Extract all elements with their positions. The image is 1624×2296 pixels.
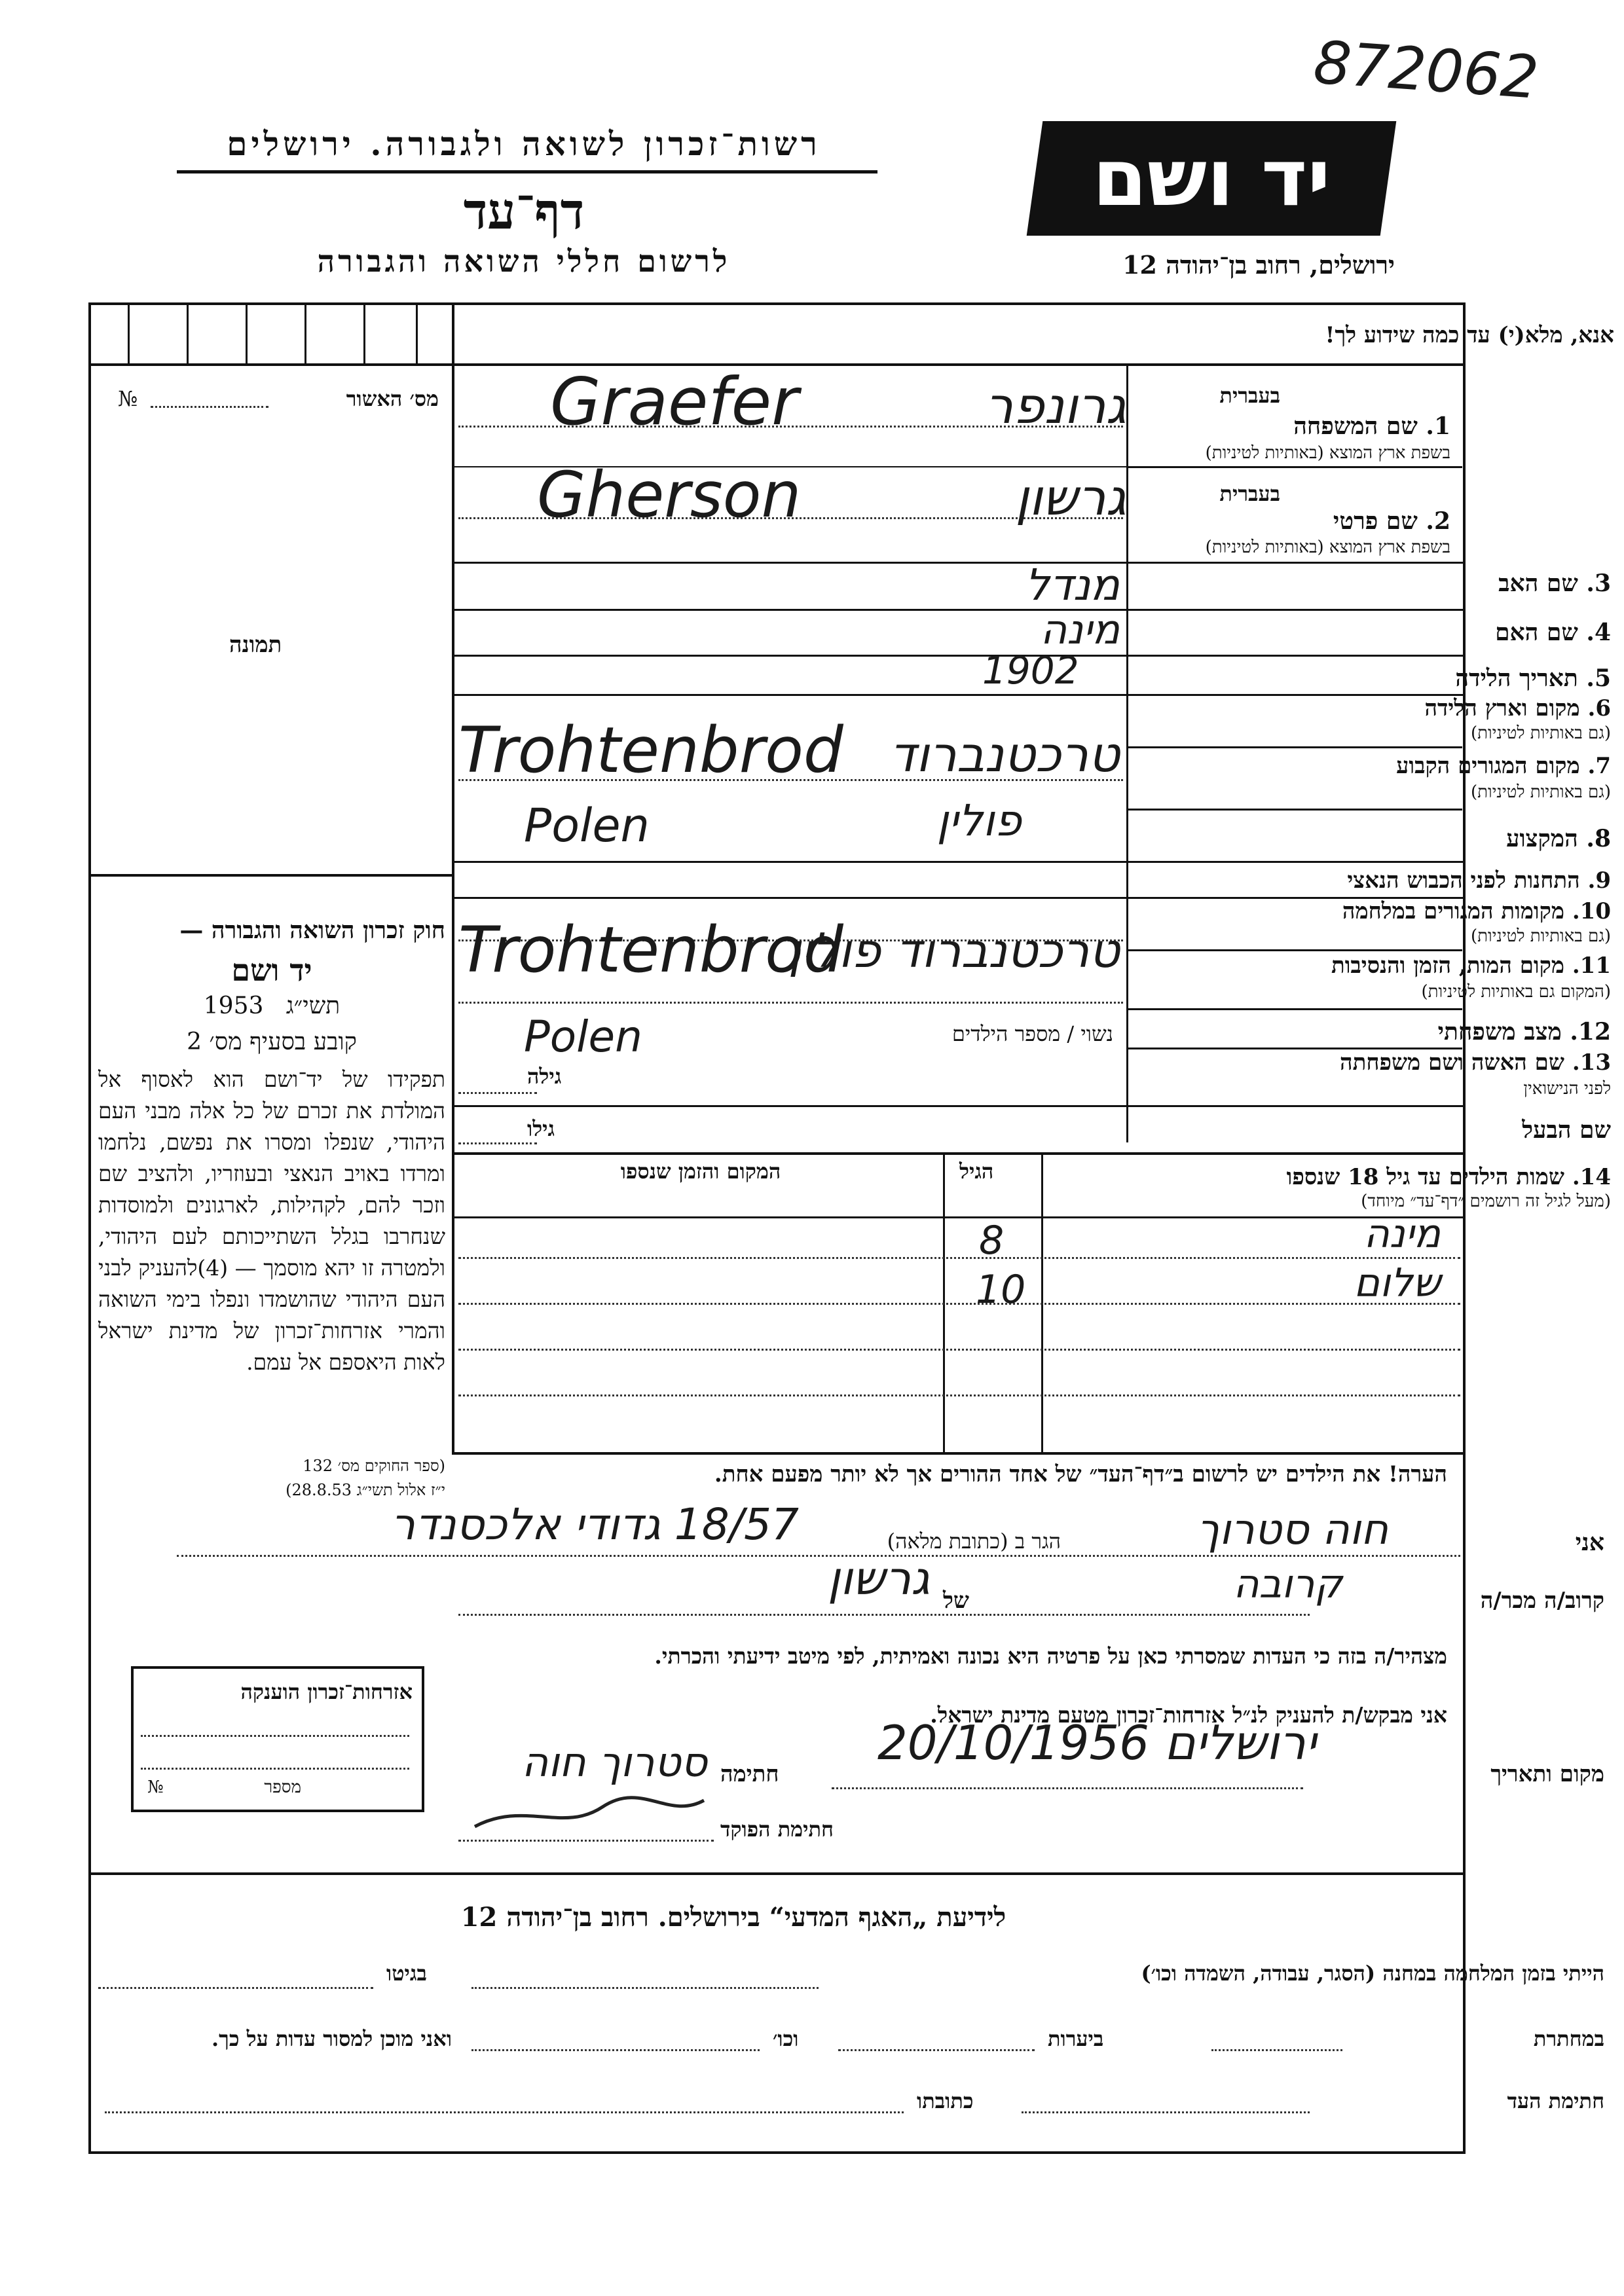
surname-latin-value: Graefer [550,363,799,440]
form-title: דף־עד [463,182,585,240]
citizenship-no-label: מספר [264,1777,301,1797]
citizenship-line-1[interactable] [141,1735,409,1737]
bottom-line2-field-c[interactable] [471,2049,760,2051]
address-value: 18/57 גדודי אלכסנדר [390,1499,799,1550]
approval-label: מס׳ האשור [346,386,439,411]
citizenship-line-2[interactable] [141,1768,409,1770]
official-signature-field[interactable] [458,1840,714,1842]
bottom-title: לידיעת „האגף המדעי“ בירושלים. רחוב בן־יהודה 12 [460,1902,1006,1933]
intro-text: אנא, מלא(י) עד כמה שידוע לך! [1325,322,1614,348]
field-7-label: 7. מקום המגורים הקבוע [1396,753,1611,779]
approval-no-symbol: № [118,386,138,411]
photo-bottom-rule [88,874,452,877]
row-rule-14 [454,1152,1463,1155]
decl-relative-label: קרוב/ה מכר/ה [1480,1588,1604,1614]
field-1-sub: בשפת ארץ המוצא (באותיות לטיניות) [1205,443,1450,463]
field-2-sub: בשפת ארץ המוצא (באותיות לטיניות) [1205,538,1450,557]
father-name-value: מנדל [1025,560,1120,610]
field-6-sub: (גם באותיות לטיניות) [1470,723,1611,743]
row-rule-7 [1128,809,1462,811]
mother-name-value: מינה [1040,606,1120,653]
law-year: 1953 תשי״ג [203,993,341,1019]
bottom-line2-field-a[interactable] [1211,2049,1342,2051]
field-2-lang: בעברית [1219,481,1280,506]
office-boxes [88,302,452,363]
row-rule-4 [454,655,1463,657]
field-10-label: 10. מקומות המגורים במלחמה [1342,898,1611,924]
field-13-sub: לפני הנישואין [1523,1079,1611,1099]
decl-of-label: של [943,1588,969,1614]
bottom-line3-b: כתובתו [917,2088,974,2113]
row-rule-6 [1128,746,1462,748]
children-line-4[interactable] [458,1394,1460,1396]
decl-i-label: אני [1575,1529,1604,1556]
bottom-line2-d: ואני מוכן למסור עדות על כך. [211,2026,452,2051]
wife-age-label: גילה [527,1064,562,1089]
bottom-line1-field-b[interactable] [98,1987,373,1989]
citizenship-title: אזרחות־זכרון הוענקה [240,1679,413,1704]
child-2-age: 10 [976,1267,1026,1313]
authority-line: רשות־זכרון לשואה ולגבורה. ירושלים [227,124,821,163]
children-line-3[interactable] [458,1349,1460,1351]
field-1 [1130,370,1457,468]
law-ref: (ספר החוקים מס׳ 132 [303,1457,445,1475]
firstname-latin-value: Gherson [537,458,802,532]
bottom-line3-field-b[interactable] [105,2111,904,2113]
witness-name-value: חוה סטרוך [1196,1506,1388,1554]
children-line-1[interactable] [458,1257,1460,1259]
child-1-name: מינה [1363,1211,1441,1257]
husband-age-label: גילו [527,1116,555,1141]
birth-date-value: 1902 [982,648,1079,693]
family-status-value: נשוי / מספר הילדים [951,1021,1113,1046]
husband-age-field[interactable] [458,1142,537,1144]
law-section: קובע בסעיף מס׳ 2 [187,1029,357,1055]
place-date-label: מקום ותאריך [1490,1761,1604,1787]
row-rule-11 [1128,1008,1462,1010]
bottom-line1-b: בגיטו [386,1961,427,1986]
row-rule-8 [454,861,1463,863]
archive-number: 872062 [1312,28,1541,113]
photo-label: תמונה [229,632,282,658]
children-col-age: הגיל [959,1159,994,1184]
signature-scribble [471,1794,707,1833]
field-13-label: 13. שם האשה ושם משפחתה [1340,1049,1611,1076]
death-place-latin-value: Trohtenbrod [458,913,843,987]
yad-vashem-logo [1027,121,1397,236]
office-boxes-rule [88,363,452,366]
row-rule-10 [1128,949,1462,951]
field-2: בעברית 2. שם פרטי בשפת ארץ המוצא (באותיות לטיניות) [1205,481,1450,557]
bottom-line2-field-b[interactable] [838,2049,1035,2051]
relation-value: קרובה [1233,1561,1342,1607]
surname-hebrew-value: גרונפר [985,376,1126,435]
relative-field[interactable] [458,1614,1310,1616]
field-5-label: 5. תאריך הלידה [1455,665,1611,692]
field-2-label: שם פרטי [1333,507,1418,535]
field-7-sub: (גם באותיות לטיניות) [1470,782,1611,802]
place-date-field[interactable] [832,1787,1303,1789]
row-rule-5 [454,694,1463,696]
law-title: חוק זכרון השואה והגבורה — [179,917,445,944]
field-8-label: 8. המקצוע [1506,825,1611,852]
bottom-line3-field-a[interactable] [1022,2111,1310,2113]
signature-label: חתימה [720,1761,779,1787]
field-4-label: 4. שם האם [1495,619,1611,646]
residence-hebrew-value: טרכטנברוד [889,727,1120,783]
place-date-value: ירושלים 20/10/1956 [877,1715,1316,1770]
field-husband-label: שם הבעל [1522,1116,1611,1144]
firstname-hebrew-value: גרשון [1015,468,1126,526]
field-1-label: שם המשפחה [1293,412,1418,440]
field-3-label: 3. שם האב [1498,570,1611,597]
children-col-place: המקום והזמן שנספו [620,1159,781,1184]
row-rule-9 [454,897,1463,899]
children-sub: (מעל לגיל זה רושמים ״דף־עד״ מיוחד) [1361,1192,1611,1211]
left-column-divider [452,302,454,1455]
official-signature-label: חתימת הפוקד [720,1817,834,1842]
bottom-line2-b: ביערות [1048,2026,1104,2051]
bottom-line2-a: במחתרת [1533,2026,1604,2051]
bottom-line1-a: הייתי בזמן המלחמה במחנה (הסגר, עבודה, השמדה וכו׳) [1141,1961,1604,1986]
residence-latin-value: Trohtenbrod [458,714,843,787]
law-body: תפקידו של יד־ושם הוא לאסוף אל המולדת את זכרם של כל אלה מבני העם היהודי, שנפלו ומסרו את נפשם, נלחמו ומרדו באויב הנאצי ובעוזריו, ולהציב שם וזכר להם, לקהילות, לארגונים ולמוסדות שנחרבו בגלל השתייכותם לעם היהודי, ולמטרה זו יהא מוסמך — (4)להעניק לבני העם היהודי שהושמדו ונפלו בימי השואה והמרי אזרחות־זכרון של מדינת ישראל לאות היאספם אל עמם. [98,1066,445,1375]
field-1-num: 1. [1426,412,1450,440]
field-6-label: 6. מקום וארץ הלידה [1424,695,1611,721]
decl-request: אני מבקש/ת להעניק לנ״ל אזרחות־זכרון מטעם מדינת ישראל. [930,1702,1447,1728]
bottom-line2-c: וכו׳ [773,2026,799,2051]
note-text: הערה! את הילדים יש לרשום ב״דף־העד״ של אחד ההורים אך לא יותר מפעם אחת. [714,1461,1447,1487]
residence-country-hebrew-value: פולין [936,795,1022,846]
death-country-latin-value: Polen [524,1011,642,1062]
row-rule-13 [454,1105,1463,1107]
field-10-sub: (גם באותיות לטיניות) [1470,926,1611,946]
child-1-age: 8 [979,1218,1005,1264]
death-place-hebrew-value: טרכטנברוד פולין [788,923,1120,978]
wife-age-field[interactable] [458,1092,537,1094]
bottom-line1-field-a[interactable] [471,1987,819,1989]
law-name: יד ושם [231,953,312,988]
header-rule [177,170,877,173]
field-9-label: 9. התחנות לפני הכבוש הנאצי [1347,867,1611,894]
logo-text: יד ושם [1092,133,1331,224]
child-2-name: שלום [1354,1260,1441,1306]
bottom-line3-a: חתימת העד [1507,2088,1604,2113]
decl-statement: מצהיר/ה בזה כי העדות שמסרתי כאן על פרטיה היא נכונה ואמיתית, לפי מיטב ידיעתי והכרתי. [654,1643,1447,1669]
approval-field[interactable] [151,406,268,408]
children-title: 14. שמות הילדים עד גיל 18 שנספו [1286,1164,1611,1190]
label-column-divider [1126,363,1128,1142]
field-11-label: 11. מקום המות, הזמן והנסיבות [1331,953,1611,979]
signature-value: סטרוך חוה [521,1738,707,1786]
field-12-label: 12. מצב משפחתי [1437,1018,1611,1046]
value-line-11[interactable] [458,1002,1123,1004]
header-address: ירושלים, רחוב בן־יהודה 12 [1122,250,1395,280]
bottom-section-rule [88,1872,1464,1875]
citizenship-no-symbol: № [147,1777,164,1797]
children-bottom-rule [454,1452,1463,1455]
decl-resides-label: הגר ב (כתובת מלאה) [887,1529,1061,1554]
field-11-sub: (המקום גם באותיות לטיניות) [1421,982,1611,1002]
law-ref-date: י״ז אלול תשי״ג 28.8.53) [286,1481,445,1499]
of-value: גרשון [827,1552,930,1605]
residence-country-latin-value: Polen [524,799,650,852]
field-1-lang: בעברית [1219,383,1280,408]
form-subtitle: לרשום חללי השואה והגבורה [317,244,731,279]
